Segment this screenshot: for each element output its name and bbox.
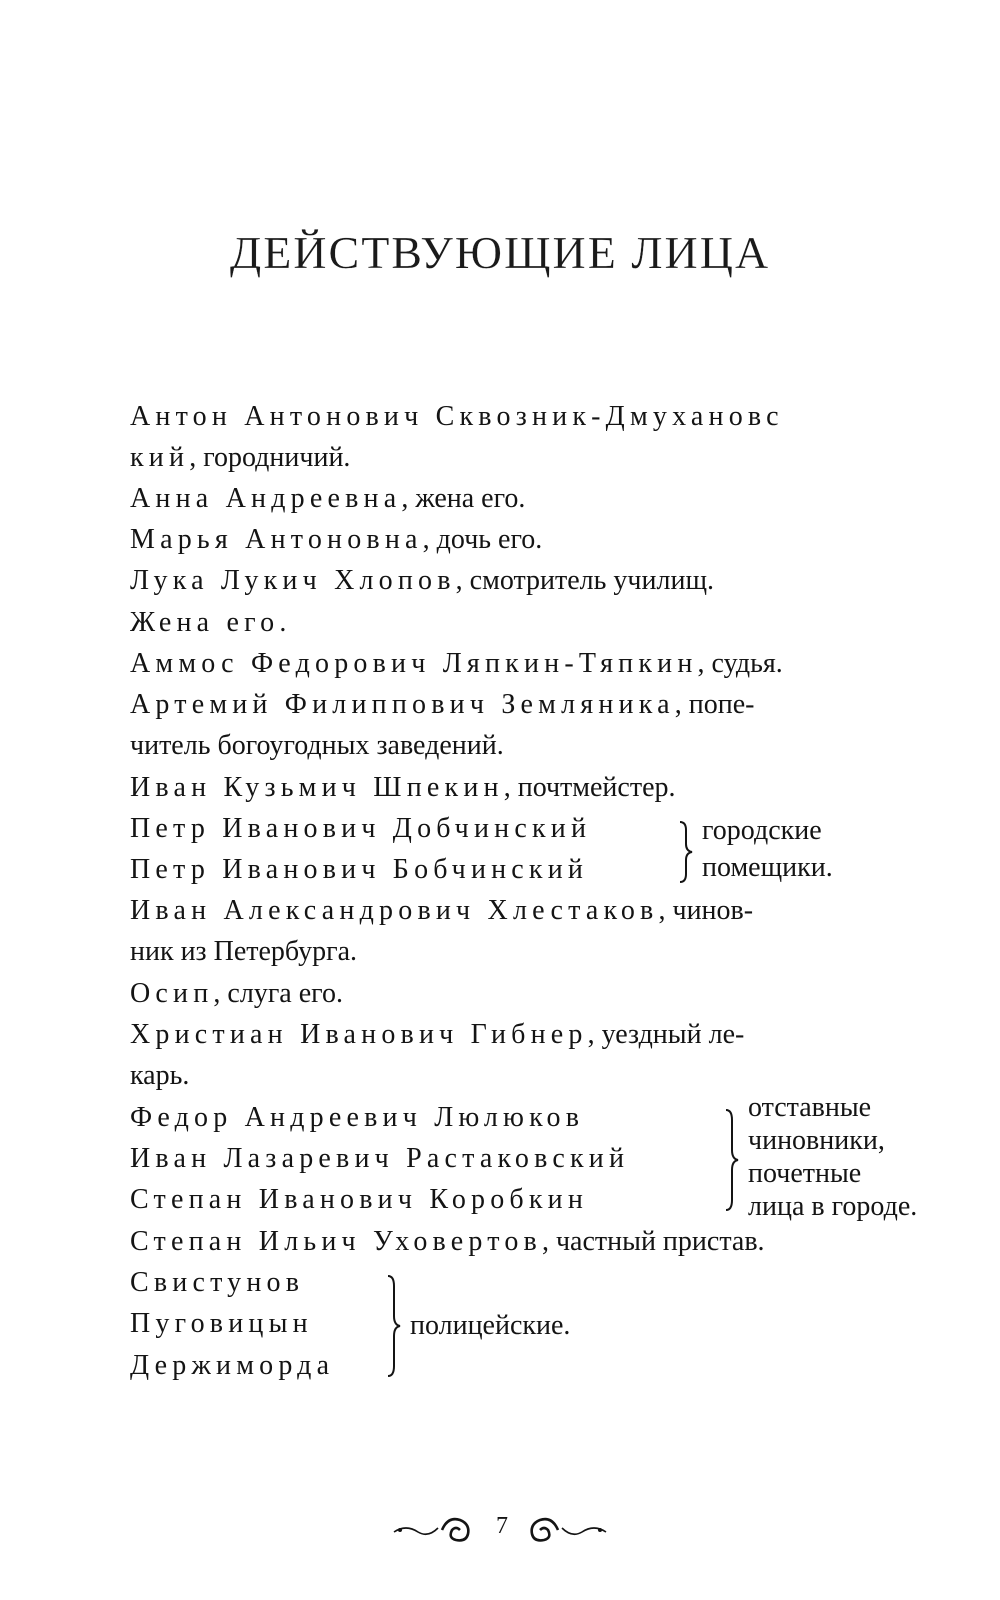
character-name: Лука Лукич Хлопов xyxy=(130,565,456,596)
character-name: Христиан Иванович Гибнер xyxy=(130,1019,588,1050)
cast-entry xyxy=(130,1018,744,1052)
character-name: Анна Андреевна xyxy=(130,483,402,514)
brace-group-police xyxy=(384,1274,404,1378)
cast-entry-cont xyxy=(130,1059,189,1093)
character-name: Петр Иванович Добчинский xyxy=(130,813,592,844)
character-desc-cont: карь. xyxy=(130,1060,190,1091)
character-name: Аммос Федорович Ляпкин-Тяпкин xyxy=(130,648,698,679)
character-name-cont: кий xyxy=(130,442,190,473)
cast-entry-cont xyxy=(130,441,350,475)
group-label-line: лица в городе. xyxy=(748,1191,918,1222)
character-desc: , чинов- xyxy=(658,895,754,926)
character-desc: , городничий. xyxy=(189,442,351,473)
cast-entry xyxy=(130,1183,588,1217)
page-title: ДЕЙСТВУЮЩИЕ ЛИЦА xyxy=(229,227,771,278)
character-desc: , попе- xyxy=(674,689,755,720)
character-name: Пуговицын xyxy=(130,1308,313,1339)
character-name: Артемий Филиппович Земляника xyxy=(130,689,675,720)
cast-entry xyxy=(130,812,591,846)
character-name: Жена его. xyxy=(130,607,292,638)
character-desc: , уездный ле- xyxy=(587,1019,745,1050)
brace-group-landowners xyxy=(676,820,696,884)
page-number: 7 xyxy=(496,1513,508,1539)
cast-entry xyxy=(130,1266,304,1300)
cast-entry xyxy=(130,482,525,516)
character-name: Осип xyxy=(130,978,214,1009)
brace-group-officials xyxy=(722,1108,742,1212)
character-name: Иван Александрович Хлестаков xyxy=(130,895,659,926)
cast-entry xyxy=(130,606,292,640)
character-name: Иван Лазаревич Растаковский xyxy=(130,1143,630,1174)
character-desc: , жена его. xyxy=(401,483,526,514)
cast-entry xyxy=(130,647,783,681)
character-name: Петр Иванович Бобчинский xyxy=(130,854,589,885)
cast-entry xyxy=(130,400,784,434)
cast-entry-cont xyxy=(130,935,357,969)
group-label-line: помещики. xyxy=(702,852,833,883)
character-name: Свистунов xyxy=(130,1267,305,1298)
cast-entry xyxy=(130,1307,313,1341)
character-desc-cont: ник из Петербурга. xyxy=(130,936,358,967)
character-name: Степан Иванович Коробкин xyxy=(130,1184,589,1215)
cast-entry xyxy=(130,977,343,1011)
character-desc: , слуга его. xyxy=(213,978,343,1009)
group-label-line: почетные xyxy=(748,1158,862,1189)
character-name: Марья Антоновна xyxy=(130,524,423,555)
cast-entry xyxy=(130,1349,334,1383)
group-label-line: городские xyxy=(702,815,822,846)
cast-entry xyxy=(130,1225,765,1259)
character-name: Степан Ильич Уховертов xyxy=(130,1226,542,1257)
group-label-line: полицейские. xyxy=(410,1310,571,1341)
ornament-left-icon xyxy=(392,1510,480,1546)
character-name: Держиморда xyxy=(130,1350,335,1381)
ornament-right-icon xyxy=(520,1510,608,1546)
character-desc: , дочь его. xyxy=(422,524,543,555)
character-desc: , почтмейстер. xyxy=(503,772,676,803)
character-desc-cont: читель богоугодных заведений. xyxy=(130,730,504,761)
cast-entry xyxy=(130,523,542,557)
cast-entry xyxy=(130,853,588,887)
character-desc: , судья. xyxy=(697,648,783,679)
group-label-line: отставные xyxy=(748,1092,872,1123)
cast-entry xyxy=(130,771,676,805)
character-name: Федор Андреевич Люлюков xyxy=(130,1102,585,1133)
cast-entry xyxy=(130,1101,584,1135)
character-name: Антон Антонович Сквозник-Дмухановс xyxy=(130,401,784,432)
cast-entry xyxy=(130,1142,629,1176)
cast-entry-cont xyxy=(130,729,504,763)
cast-entry xyxy=(130,688,754,722)
character-name: Иван Кузьмич Шпекин xyxy=(130,772,504,803)
cast-entry xyxy=(130,564,714,598)
character-desc: , смотритель училищ. xyxy=(455,565,715,596)
group-label-line: чиновники, xyxy=(748,1125,885,1156)
cast-entry xyxy=(130,894,753,928)
character-desc: , частный пристав. xyxy=(541,1226,765,1257)
